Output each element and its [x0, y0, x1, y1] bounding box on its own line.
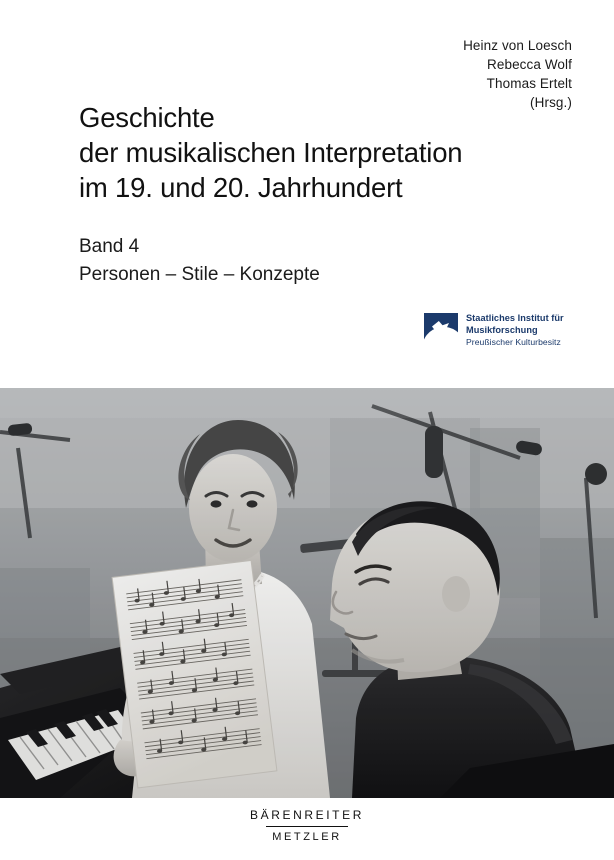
- cover-footer: [0, 798, 614, 860]
- publisher-divider: [266, 826, 348, 827]
- institute-name-line1: Staatliches Institut für: [466, 313, 564, 323]
- subtitle: [79, 233, 539, 289]
- institute-affiliation: Preußischer Kulturbesitz: [466, 337, 561, 348]
- publisher-name: BÄRENREITER: [250, 808, 364, 822]
- publisher-imprint: METZLER: [272, 831, 342, 843]
- editors-role-label: (Hrsg.): [530, 95, 572, 110]
- cover-top-section: [0, 0, 614, 388]
- institute-logo-text: [466, 313, 564, 349]
- editor-name: Heinz von Loesch: [463, 38, 572, 53]
- editor-name: Rebecca Wolf: [487, 57, 572, 72]
- institute-logo: [424, 313, 564, 349]
- page-title: [79, 100, 579, 205]
- subtitle-line: Personen – Stile – Konzepte: [79, 264, 320, 285]
- volume-label: Band 4: [79, 236, 140, 257]
- title-line: im 19. und 20. Jahrhundert: [79, 172, 403, 203]
- cover-photograph: [0, 388, 614, 798]
- title-line: der musikalischen Interpretation: [79, 137, 463, 168]
- institute-name-line2: Musikforschung: [466, 324, 538, 335]
- institute-emblem-icon: [424, 313, 458, 343]
- title-line: Geschichte: [79, 102, 215, 133]
- publisher-logo: [0, 808, 614, 843]
- editor-name: Thomas Ertelt: [486, 76, 572, 91]
